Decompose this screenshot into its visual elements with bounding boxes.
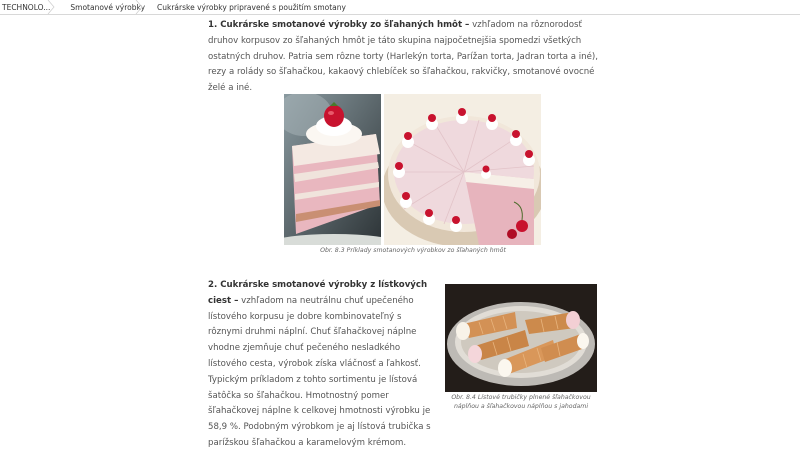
cake-slice-image [284,94,381,245]
section1-text: vzhľadom na rôznorodosť druhov korpusov zo šľahaných hmôt je táto skupina najpočetnejšia spomedzi všetkých ostatných druhov. Patria sem rôzne torty (Harlekýn torta, Parížan torta, Jadran torta a iné), rezy a rolády so šľahačkou, kakaový chlebíček so šľahačkou, rakvičky, smotanové ovocné želé a iné. [208,20,598,94]
breadcrumb-item-technology[interactable]: TECHNOLO... [2,2,51,12]
section2-text: vzhľadom na neutrálnu chuť upečeného lístového korpusu je dobre kombinovateľný s rôznymi druhmi náplní. Chuť šľahačkovej náplne vhodne zjemňuje chuť pečeného nesladkého lístového cesta, výrobok získa vláčnosť a ľahkosť. Typickým príkladom z tohto sortimentu je lístová šatôčka so šľahačkou. Hmotnostný pomer šľahačkovej náplne k celkovej hmotnosti výrobku je 58,9 %. Podobným výrobkom je aj lístová trubička s parížskou šľahačkou a karamelovým krémom. [208,295,431,448]
breadcrumb-item-current: Cukrárske výrobky pripravené s použitím smotany [157,2,346,12]
figure-8-4-caption: Obr. 8.4 Lístové trubičky plnené šľahačkovou náplňou a šľahačkovou náplňou s jahodami [451,394,591,410]
section1-title: 1. Cukrárske smotanové výrobky zo šľahaných hmôt – [208,20,470,30]
figure-8-3-caption: Obr. 8.3 Príklady smotanových výrobkov zo šľahaných hmôt [320,247,506,254]
breadcrumb [0,0,800,15]
section2-title: 2. Cukrárske smotanové výrobky z lístkových ciest – [208,280,428,306]
whole-cake-image [384,94,541,245]
section-puff-pastry-products [208,278,436,452]
breadcrumb-separator-icon [134,0,144,14]
breadcrumb-item-smotanove[interactable]: Smotanové výrobky [70,2,146,12]
section-whipped-products [208,18,603,97]
breadcrumb-separator-icon [46,0,56,14]
cream-horns-image [445,284,597,392]
